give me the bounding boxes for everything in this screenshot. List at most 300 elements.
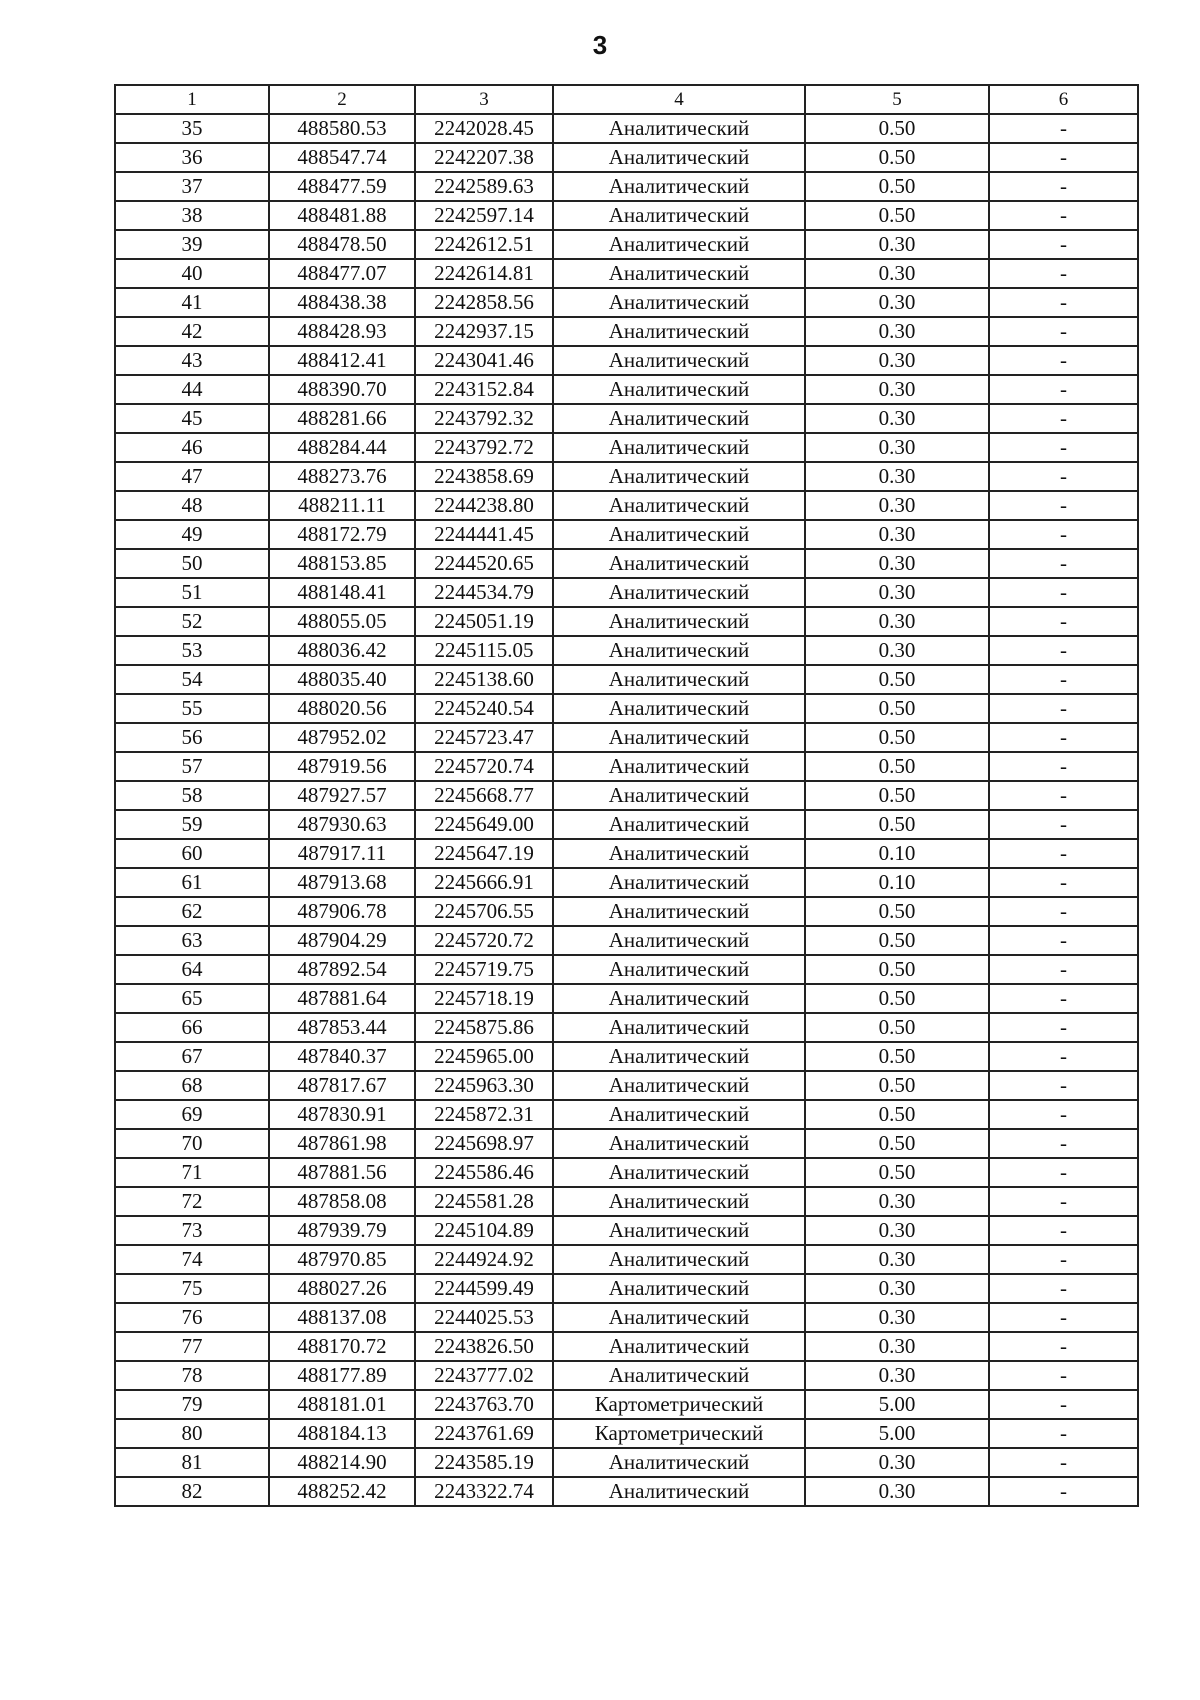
table-cell: - (989, 578, 1138, 607)
table-cell: 0.30 (805, 491, 989, 520)
table-cell: 0.30 (805, 1245, 989, 1274)
table-row (115, 810, 1138, 839)
table-cell: Аналитический (553, 1332, 805, 1361)
table-row (115, 1361, 1138, 1390)
table-cell: 487930.63 (269, 810, 415, 839)
table-cell: Аналитический (553, 984, 805, 1013)
table-cell: 0.50 (805, 201, 989, 230)
table-cell: 488027.26 (269, 1274, 415, 1303)
table-cell: Аналитический (553, 636, 805, 665)
table-cell: 2245875.86 (415, 1013, 553, 1042)
table-cell: Аналитический (553, 1042, 805, 1071)
table-cell: 76 (115, 1303, 269, 1332)
table-row (115, 375, 1138, 404)
table-cell: 0.50 (805, 955, 989, 984)
table-cell: 2245718.19 (415, 984, 553, 1013)
table-cell: Аналитический (553, 926, 805, 955)
table-row (115, 1100, 1138, 1129)
table-cell: 2243763.70 (415, 1390, 553, 1419)
table-cell: 487939.79 (269, 1216, 415, 1245)
table-cell: 0.50 (805, 1158, 989, 1187)
table-cell: 487861.98 (269, 1129, 415, 1158)
table-cell: 0.50 (805, 897, 989, 926)
table-cell: 68 (115, 1071, 269, 1100)
table-cell: - (989, 1245, 1138, 1274)
table-cell: 2245649.00 (415, 810, 553, 839)
table-cell: 487952.02 (269, 723, 415, 752)
table-cell: Аналитический (553, 1187, 805, 1216)
table-cell: 0.30 (805, 1187, 989, 1216)
table-cell: 0.10 (805, 868, 989, 897)
table-cell: Аналитический (553, 404, 805, 433)
table-cell: - (989, 984, 1138, 1013)
table-row (115, 1013, 1138, 1042)
table-cell: Аналитический (553, 1448, 805, 1477)
table-cell: - (989, 520, 1138, 549)
table-cell: Аналитический (553, 259, 805, 288)
table-cell: 488580.53 (269, 114, 415, 143)
table-cell: Аналитический (553, 752, 805, 781)
table-cell: 488477.59 (269, 172, 415, 201)
table-row (115, 1303, 1138, 1332)
table-cell: 0.50 (805, 114, 989, 143)
table-cell: 62 (115, 897, 269, 926)
table-cell: - (989, 897, 1138, 926)
table-cell: 488428.93 (269, 317, 415, 346)
table-cell: Аналитический (553, 172, 805, 201)
table-row (115, 723, 1138, 752)
table-cell: - (989, 143, 1138, 172)
table-cell: Аналитический (553, 868, 805, 897)
table-row (115, 578, 1138, 607)
table-cell: - (989, 404, 1138, 433)
table-cell: 82 (115, 1477, 269, 1506)
table-cell: 488036.42 (269, 636, 415, 665)
table-cell: 488181.01 (269, 1390, 415, 1419)
table-row (115, 636, 1138, 665)
column-header: 5 (805, 85, 989, 114)
table-cell: - (989, 375, 1138, 404)
table-cell: Аналитический (553, 462, 805, 491)
table-row (115, 897, 1138, 926)
table-cell: 81 (115, 1448, 269, 1477)
table-cell: 2245963.30 (415, 1071, 553, 1100)
table-cell: Аналитический (553, 230, 805, 259)
table-cell: 0.30 (805, 578, 989, 607)
table-cell: 0.30 (805, 549, 989, 578)
table-cell: Аналитический (553, 578, 805, 607)
table-cell: 2245720.72 (415, 926, 553, 955)
table-cell: Аналитический (553, 491, 805, 520)
table-cell: 0.30 (805, 230, 989, 259)
table-cell: 488211.11 (269, 491, 415, 520)
table-cell: - (989, 1158, 1138, 1187)
table-cell: Картометрический (553, 1419, 805, 1448)
table-cell: - (989, 665, 1138, 694)
table-cell: 35 (115, 114, 269, 143)
table-cell: 0.50 (805, 665, 989, 694)
table-cell: 0.30 (805, 317, 989, 346)
table-cell: - (989, 1303, 1138, 1332)
column-header: 4 (553, 85, 805, 114)
table-cell: - (989, 1332, 1138, 1361)
table-cell: 487904.29 (269, 926, 415, 955)
table-cell: - (989, 1042, 1138, 1071)
table-row (115, 346, 1138, 375)
table-cell: Аналитический (553, 288, 805, 317)
table-cell: 487817.67 (269, 1071, 415, 1100)
table-body (115, 114, 1138, 1506)
table-cell: 488478.50 (269, 230, 415, 259)
table-cell: Аналитический (553, 607, 805, 636)
table-cell: 487858.08 (269, 1187, 415, 1216)
table-cell: 488020.56 (269, 694, 415, 723)
table-cell: - (989, 868, 1138, 897)
table-cell: - (989, 1187, 1138, 1216)
table-cell: 0.30 (805, 462, 989, 491)
table-cell: - (989, 752, 1138, 781)
table-row (115, 1042, 1138, 1071)
table-cell: Аналитический (553, 317, 805, 346)
table-cell: 56 (115, 723, 269, 752)
table-cell: - (989, 230, 1138, 259)
table-cell: 53 (115, 636, 269, 665)
table-cell: 2245723.47 (415, 723, 553, 752)
table-cell: - (989, 694, 1138, 723)
table-row (115, 1158, 1138, 1187)
table-cell: 2243792.32 (415, 404, 553, 433)
table-cell: 2244238.80 (415, 491, 553, 520)
table-cell: 487853.44 (269, 1013, 415, 1042)
table-cell: 0.10 (805, 839, 989, 868)
table-cell: 2242028.45 (415, 114, 553, 143)
table-cell: 2242937.15 (415, 317, 553, 346)
table-cell: Аналитический (553, 839, 805, 868)
table-row (115, 1477, 1138, 1506)
table-cell: 0.30 (805, 1361, 989, 1390)
table-row (115, 520, 1138, 549)
table-cell: 488284.44 (269, 433, 415, 462)
table-cell: 78 (115, 1361, 269, 1390)
table-cell: 0.30 (805, 404, 989, 433)
table-cell: 488390.70 (269, 375, 415, 404)
table-cell: Аналитический (553, 955, 805, 984)
table-row (115, 868, 1138, 897)
table-cell: 0.30 (805, 288, 989, 317)
table-cell: - (989, 1274, 1138, 1303)
table-cell: 487830.91 (269, 1100, 415, 1129)
table-cell: 0.30 (805, 375, 989, 404)
table-cell: 0.50 (805, 143, 989, 172)
table-cell: 2243322.74 (415, 1477, 553, 1506)
table-cell: - (989, 839, 1138, 868)
table-cell: 2243858.69 (415, 462, 553, 491)
table-cell: 488177.89 (269, 1361, 415, 1390)
table-cell: 66 (115, 1013, 269, 1042)
table-cell: - (989, 259, 1138, 288)
table-cell: - (989, 433, 1138, 462)
table-cell: 59 (115, 810, 269, 839)
table-cell: 57 (115, 752, 269, 781)
table-row (115, 143, 1138, 172)
table-cell: 74 (115, 1245, 269, 1274)
table-cell: - (989, 172, 1138, 201)
table-cell: 38 (115, 201, 269, 230)
table-cell: - (989, 607, 1138, 636)
table-cell: 5.00 (805, 1390, 989, 1419)
table-row (115, 1187, 1138, 1216)
table-header (115, 85, 1138, 114)
table-cell: 0.30 (805, 433, 989, 462)
table-cell: - (989, 114, 1138, 143)
table-cell: 487917.11 (269, 839, 415, 868)
table-cell: - (989, 723, 1138, 752)
table-row (115, 1448, 1138, 1477)
table-cell: 61 (115, 868, 269, 897)
table-cell: 488214.90 (269, 1448, 415, 1477)
table-cell: 2243041.46 (415, 346, 553, 375)
table-cell: 40 (115, 259, 269, 288)
table-cell: 488481.88 (269, 201, 415, 230)
table-cell: Аналитический (553, 723, 805, 752)
table-cell: Аналитический (553, 1100, 805, 1129)
table-cell: 2242612.51 (415, 230, 553, 259)
table-cell: 488477.07 (269, 259, 415, 288)
header-row (115, 85, 1138, 114)
table-cell: - (989, 1216, 1138, 1245)
table-cell: - (989, 955, 1138, 984)
table-row (115, 114, 1138, 143)
table-cell: 0.50 (805, 1129, 989, 1158)
table-cell: Аналитический (553, 1361, 805, 1390)
table-cell: 2245719.75 (415, 955, 553, 984)
table-cell: - (989, 1390, 1138, 1419)
table-cell: 2242207.38 (415, 143, 553, 172)
table-cell: 45 (115, 404, 269, 433)
table-cell: 487913.68 (269, 868, 415, 897)
table-cell: 0.30 (805, 607, 989, 636)
table-cell: - (989, 810, 1138, 839)
table-cell: 0.30 (805, 346, 989, 375)
table-cell: 72 (115, 1187, 269, 1216)
column-header: 6 (989, 85, 1138, 114)
table-cell: Аналитический (553, 781, 805, 810)
table-row (115, 1245, 1138, 1274)
table-cell: Аналитический (553, 346, 805, 375)
table-cell: 0.50 (805, 781, 989, 810)
table-cell: Аналитический (553, 1245, 805, 1274)
table-cell: 487970.85 (269, 1245, 415, 1274)
table-cell: 488281.66 (269, 404, 415, 433)
table-cell: Аналитический (553, 549, 805, 578)
table-cell: 46 (115, 433, 269, 462)
table-cell: Аналитический (553, 897, 805, 926)
table-cell: 487881.56 (269, 1158, 415, 1187)
table-cell: Аналитический (553, 1129, 805, 1158)
table-cell: 488412.41 (269, 346, 415, 375)
table-cell: Аналитический (553, 694, 805, 723)
table-cell: 2245668.77 (415, 781, 553, 810)
table-cell: - (989, 1448, 1138, 1477)
table-cell: 488438.38 (269, 288, 415, 317)
table-cell: 2242589.63 (415, 172, 553, 201)
table-cell: 55 (115, 694, 269, 723)
table-row (115, 665, 1138, 694)
table-row (115, 607, 1138, 636)
table-cell: 0.30 (805, 1274, 989, 1303)
table-cell: 49 (115, 520, 269, 549)
table-cell: 2243826.50 (415, 1332, 553, 1361)
column-header: 2 (269, 85, 415, 114)
table-cell: 2242614.81 (415, 259, 553, 288)
table-row (115, 201, 1138, 230)
table-cell: Аналитический (553, 1303, 805, 1332)
table-cell: Картометрический (553, 1390, 805, 1419)
table-cell: 0.50 (805, 984, 989, 1013)
table-cell: 2245666.91 (415, 868, 553, 897)
table-cell: Аналитический (553, 1477, 805, 1506)
table-cell: 2245138.60 (415, 665, 553, 694)
table-cell: 0.50 (805, 926, 989, 955)
table-cell: 63 (115, 926, 269, 955)
table-cell: - (989, 926, 1138, 955)
table-row (115, 259, 1138, 288)
table-cell: 48 (115, 491, 269, 520)
table-cell: 69 (115, 1100, 269, 1129)
table-cell: 0.50 (805, 1071, 989, 1100)
table-cell: 2244924.92 (415, 1245, 553, 1274)
table-row (115, 1216, 1138, 1245)
table-cell: Аналитический (553, 143, 805, 172)
table-cell: - (989, 549, 1138, 578)
table-cell: 41 (115, 288, 269, 317)
table-cell: Аналитический (553, 1274, 805, 1303)
table-cell: 0.30 (805, 520, 989, 549)
table-cell: 2245104.89 (415, 1216, 553, 1245)
table-cell: 2244534.79 (415, 578, 553, 607)
table-cell: - (989, 346, 1138, 375)
table-cell: 488184.13 (269, 1419, 415, 1448)
table-row (115, 752, 1138, 781)
table-cell: 488148.41 (269, 578, 415, 607)
table-cell: 2245706.55 (415, 897, 553, 926)
table-cell: Аналитический (553, 520, 805, 549)
table-row (115, 317, 1138, 346)
table-row (115, 172, 1138, 201)
table-cell: 2245240.54 (415, 694, 553, 723)
table-cell: 0.30 (805, 1216, 989, 1245)
table-cell: 2245647.19 (415, 839, 553, 868)
table-cell: 5.00 (805, 1419, 989, 1448)
table-row (115, 1419, 1138, 1448)
table-cell: Аналитический (553, 433, 805, 462)
table-cell: 488137.08 (269, 1303, 415, 1332)
table-row (115, 491, 1138, 520)
table-cell: 2244441.45 (415, 520, 553, 549)
table-cell: - (989, 201, 1138, 230)
table-cell: 2244599.49 (415, 1274, 553, 1303)
table-cell: - (989, 1071, 1138, 1100)
table-cell: 487927.57 (269, 781, 415, 810)
table-cell: - (989, 1129, 1138, 1158)
table-cell: - (989, 1361, 1138, 1390)
table-cell: 60 (115, 839, 269, 868)
table-row (115, 781, 1138, 810)
table-cell: 47 (115, 462, 269, 491)
table-cell: 2243777.02 (415, 1361, 553, 1390)
table-cell: 488172.79 (269, 520, 415, 549)
table-cell: 0.30 (805, 1303, 989, 1332)
table-row (115, 984, 1138, 1013)
table-cell: 2245698.97 (415, 1129, 553, 1158)
table-cell: 488273.76 (269, 462, 415, 491)
table-cell: 2245965.00 (415, 1042, 553, 1071)
table-cell: Аналитический (553, 1158, 805, 1187)
table-cell: Аналитический (553, 810, 805, 839)
table-cell: 488035.40 (269, 665, 415, 694)
table-cell: 73 (115, 1216, 269, 1245)
table-cell: 67 (115, 1042, 269, 1071)
table-cell: 0.30 (805, 1477, 989, 1506)
table-cell: 2244025.53 (415, 1303, 553, 1332)
table-cell: 58 (115, 781, 269, 810)
table-cell: 0.50 (805, 810, 989, 839)
table-cell: 2245872.31 (415, 1100, 553, 1129)
table-cell: 0.30 (805, 259, 989, 288)
table-cell: 487840.37 (269, 1042, 415, 1071)
table-cell: 2243585.19 (415, 1448, 553, 1477)
table-cell: 2245051.19 (415, 607, 553, 636)
table-cell: 2245115.05 (415, 636, 553, 665)
table-cell: 488153.85 (269, 549, 415, 578)
table-cell: 487906.78 (269, 897, 415, 926)
table-cell: 0.30 (805, 636, 989, 665)
table-cell: 0.50 (805, 1013, 989, 1042)
table-row (115, 694, 1138, 723)
table-row (115, 404, 1138, 433)
table-cell: Аналитический (553, 1216, 805, 1245)
table-row (115, 230, 1138, 259)
table-cell: 488055.05 (269, 607, 415, 636)
table-cell: 2245586.46 (415, 1158, 553, 1187)
table-row (115, 1129, 1138, 1158)
table-row (115, 1274, 1138, 1303)
table-cell: 80 (115, 1419, 269, 1448)
table-cell: - (989, 317, 1138, 346)
table-row (115, 839, 1138, 868)
table-cell: 488252.42 (269, 1477, 415, 1506)
table-cell: Аналитический (553, 114, 805, 143)
table-cell: 0.50 (805, 694, 989, 723)
table-cell: Аналитический (553, 1071, 805, 1100)
table-row (115, 433, 1138, 462)
page-number: 3 (592, 30, 608, 60)
table-row (115, 288, 1138, 317)
table-cell: 0.30 (805, 1332, 989, 1361)
table-cell: 44 (115, 375, 269, 404)
table-row (115, 462, 1138, 491)
table-cell: 2242858.56 (415, 288, 553, 317)
table-cell: 2243152.84 (415, 375, 553, 404)
table-cell: - (989, 288, 1138, 317)
table-cell: - (989, 1419, 1138, 1448)
coordinates-table (114, 84, 1139, 1507)
table-cell: - (989, 781, 1138, 810)
table-cell: 0.50 (805, 1100, 989, 1129)
table-cell: 70 (115, 1129, 269, 1158)
table-cell: 54 (115, 665, 269, 694)
table-cell: 43 (115, 346, 269, 375)
